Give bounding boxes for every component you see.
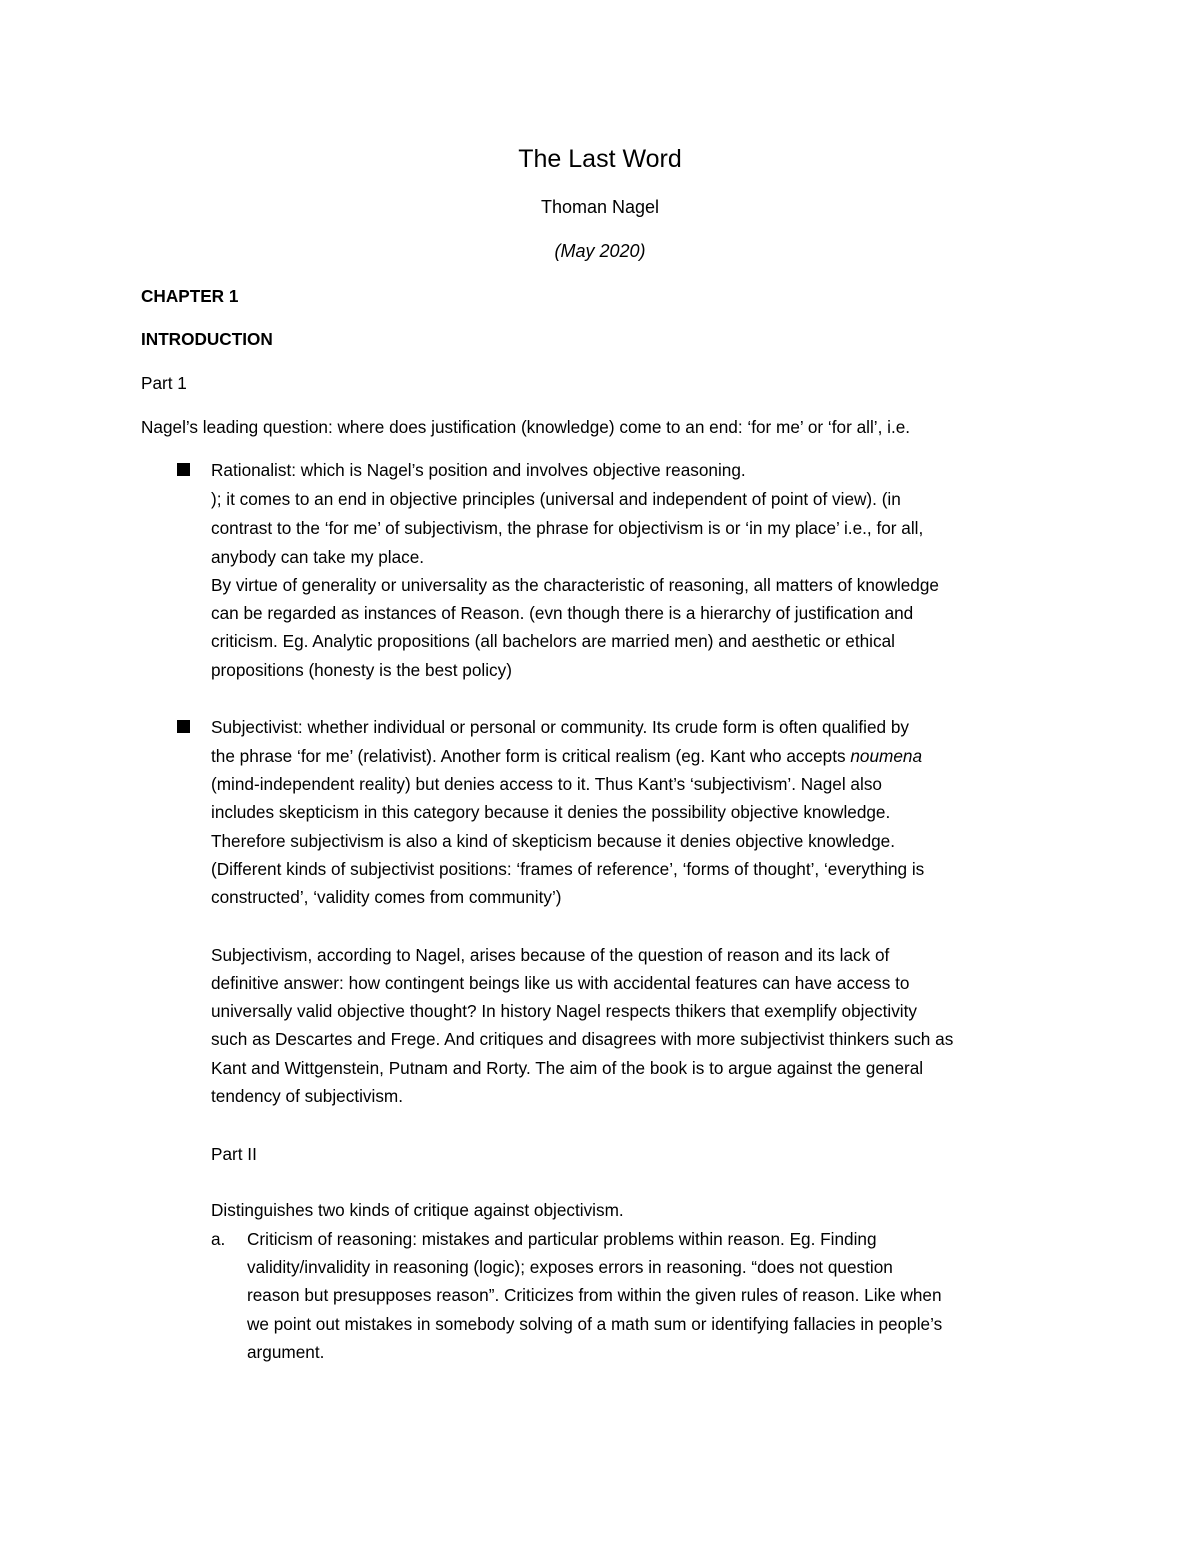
square-bullet-icon: [177, 720, 190, 733]
list-marker: a.: [211, 1229, 226, 1249]
bullet-line: contrast to the ‘for me’ of subjectivism, the phrase for objectivism is or ‘in my place’ i.e., for all,: [211, 518, 924, 538]
bullet-line: By virtue of generality or universality as the characteristic of reasoning, all matters of knowledge: [211, 575, 939, 595]
paragraph-line: such as Descartes and Frege. And critiques and disagrees with more subjectivist thinkers such as: [211, 1029, 954, 1049]
part1-heading: Part 1: [141, 373, 187, 393]
document-date: (May 2020): [554, 241, 646, 261]
list-item-line: Criticism of reasoning: mistakes and particular problems within reason. Eg. Finding: [247, 1229, 877, 1249]
part2-intro: Distinguishes two kinds of critique against objectivism.: [211, 1200, 624, 1220]
paragraph-line: universally valid objective thought? In history Nagel respects thikers that exemplify objectivity: [211, 1001, 917, 1021]
paragraph-line: Kant and Wittgenstein, Putnam and Rorty. The aim of the book is to argue against the general: [211, 1058, 924, 1078]
list-item-line: validity/invalidity in reasoning (logic); exposes errors in reasoning. “does not question: [247, 1257, 893, 1277]
bullet-line: (mind-independent reality) but denies access to it. Thus Kant’s ‘subjectivism’. Nagel also: [211, 774, 882, 794]
paragraph-line: Subjectivism, according to Nagel, arises because of the question of reason and its lack of: [211, 945, 890, 965]
bullet-line: can be regarded as instances of Reason. (evn though there is a hierarchy of justification and: [211, 603, 914, 623]
paragraph-line: tendency of subjectivism.: [211, 1086, 404, 1106]
bullet-line: constructed’, ‘validity comes from community’): [211, 887, 562, 907]
bullet-line: (Different kinds of subjectivist positions: ‘frames of reference’, ‘forms of thought’, ‘everything is: [211, 859, 925, 879]
chapter-heading: CHAPTER 1: [141, 286, 239, 306]
bullet-line: includes skepticism in this category because it denies the possibility objective knowledge.: [211, 802, 891, 822]
list-item-line: argument.: [247, 1342, 325, 1362]
list-item-line: we point out mistakes in somebody solving of a math sum or identifying fallacies in people’s: [247, 1314, 943, 1334]
emphasis-noumena: noumena: [850, 746, 923, 766]
paragraph-line: definitive answer: how contingent beings like us with accidental features can have access to: [211, 973, 910, 993]
bullet-line: Therefore subjectivism is also a kind of skepticism because it denies objective knowledge.: [211, 831, 896, 851]
document-title: The Last Word: [518, 145, 682, 173]
bullet-line: criticism. Eg. Analytic propositions (all bachelors are married men) and aesthetic or ethical: [211, 631, 895, 651]
author-name: Thoman Nagel: [540, 197, 660, 217]
part2-heading: Part II: [211, 1144, 257, 1164]
section-heading: INTRODUCTION: [141, 329, 273, 349]
bullet-line: anybody can take my place.: [211, 547, 425, 567]
leading-question: Nagel’s leading question: where does justification (knowledge) come to an end: ‘for me’ or ‘for all’, i.e.: [141, 417, 911, 437]
square-bullet-icon: [177, 463, 190, 476]
list-item-line: reason but presupposes reason”. Criticizes from within the given rules of reason. Like when: [247, 1285, 942, 1305]
bullet-line: Subjectivist: whether individual or personal or community. Its crude form is often qualified by: [211, 717, 910, 737]
bullet-line: propositions (honesty is the best policy): [211, 660, 512, 680]
bullet-line: [211, 742, 922, 770]
bullet-line: ); it comes to an end in objective principles (universal and independent of point of view). (in: [211, 489, 901, 509]
bullet-line: Rationalist: which is Nagel’s position and involves objective reasoning.: [211, 460, 746, 480]
bullet-line-text: the phrase ‘for me’ (relativist). Another form is critical realism (eg. Kant who accepts: [211, 746, 851, 766]
